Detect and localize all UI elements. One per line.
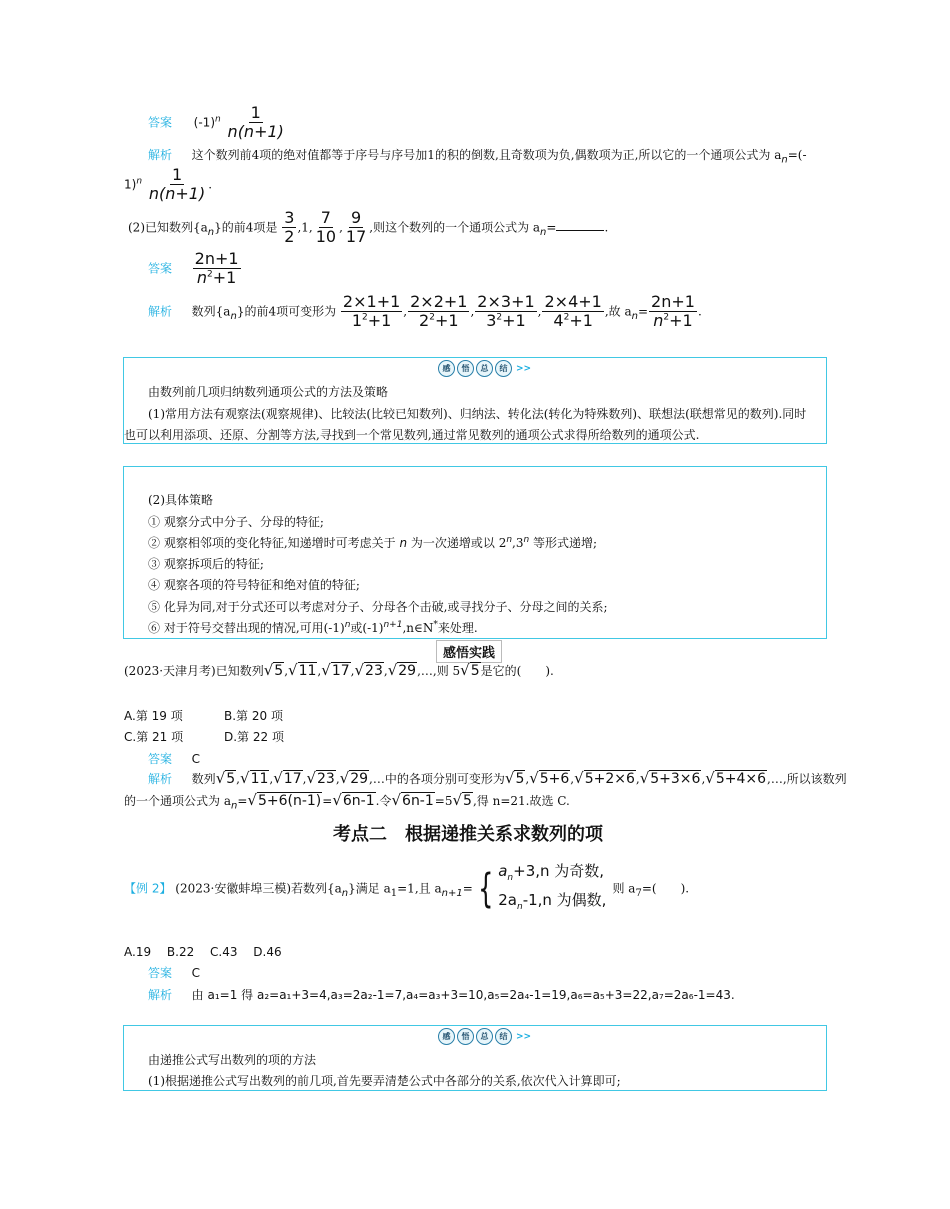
q1-answer-line: 答案 $(-1)^n$ $\frac{1}{n(n+1)}$ [148,103,284,142]
section-heading: 考点二 根据递推关系求数列的项 [333,824,603,845]
q2-stem: (2)已知数列$\{a_n\}$的前4项是 $\frac{3}{2}$ ,1, $\frac{7}{10}$ , $\frac{9}{17}$ ,则这个数列的一个通项公式为 $a_n=$ . [128,208,609,247]
analysis-label: 解析 [148,304,173,319]
radical: √11 [288,661,317,679]
summary-box-2 [123,466,827,639]
piecewise-cases: $a_n+3,n$ 为奇数, $2a_n-1,n$ 为偶数, [498,862,607,912]
summary-paragraph: (1)常用方法有观察法(观察规律)、比较法(比较已知数列)、归纳法、转化法(转化为特殊数列)、联想法(联想常见的数列).同时 [148,407,807,421]
summary-paragraph: (1)根据递推公式写出数列的前几项,首先要弄清楚公式中各部分的关系,依次代入计算即可; [148,1074,621,1088]
analysis-label: 解析 [148,148,173,162]
answer-label: 答案 [148,261,173,276]
summary-box-3 [123,1025,827,1091]
arrow-icon: >> [516,363,532,374]
term-fraction: $\frac{2\times 4+1}{4^2+1}$ [544,292,602,331]
summary-box-1 [123,357,827,444]
q2-answer-line: 答案 $\frac{2n+1}{n^2+1}$ [148,249,239,288]
option-d: D.第 22 项 [224,730,284,744]
arrow-icon: >> [516,1031,532,1042]
term-fraction: $\frac{2\times 2+1}{2^2+1}$ [410,292,468,331]
strategy-item: ⑤ 化异为同,对于分式还可以考虑对分子、分母各个击破,或寻找分子、分母之间的关系; [148,600,608,614]
answer-fraction: $\frac{1}{n(n+1)}$ [227,103,284,142]
summary-title: 由数列前几项归纳数列通项公式的方法及策略 [148,385,389,399]
summary-badge: 感 悟 总 结 >> [438,1028,531,1045]
summary-paragraph: 也可以利用添项、还原、分割等方法,寻找到一个常见数列,通过常见数列的通项公式求得所给数列的通项公式. [124,428,700,442]
example-2-stem: 【例 2】 (2023·安徽蚌埠三模)若数列$\{a_n\}$满足 $a_1=1$,且 $a_{n+1}=$ { $a_n+3,n$ 为奇数, $2a_n-1,n$ 为偶数, 则 $a_7=$( ). [124,860,689,918]
strategy-item: ② 观察相邻项的变化特征,知递增时可考虑关于 n 为一次递增或以 2$^n$,3$^n$ 等形式递增; [148,535,598,550]
term-fraction: $\frac{2\times 3+1}{3^2+1}$ [477,292,535,331]
example-tag: 【例 2】 [124,881,172,896]
q1-analysis-cont: 1)$^n$ $\frac{1}{n(n+1)}$ . [124,165,213,204]
summary-title: 由递推公式写出数列的项的方法 [148,1053,317,1067]
radical: √5 [263,661,284,679]
example-2-analysis: 解析 由 a₁=1 得 a₂=a₁+3=4,a₃=2a₂-1=7,a₄=a₃+3=10,a₅=2a₄-1=19,a₆=a₅+3=22,a₇=2a₆-1=43. [148,988,735,1002]
answer-label: 答案 [148,115,173,130]
term-fraction: $\frac{2\times 1+1}{1^2+1}$ [342,292,401,331]
practice-answer: 答案 C [148,752,201,766]
radical: √23 [354,661,383,679]
option-b: B.第 20 项 [224,709,283,723]
option-a: A.第 19 项 [124,709,183,723]
left-brace: { [477,866,494,912]
example-2-options: A.19 B.22 C.43 D.46 [124,945,282,959]
q2-analysis-line: 解析 数列$\{a_n\}$的前4项可变形为 $\frac{2\times 1+1}{1^2+1}$ , $\frac{2\times 2+1}{2^2+1}$ , $\frac{2\times 3+1}{3^2+1}$ , $\frac{2\times 4+1}{4^2+1}$ ,故 $a_n=$ $\frac{2n+1}{n^2+1}$ . [148,292,702,331]
answer-blank [556,218,604,231]
practice-analysis-cont: 的一个通项公式为 $a_n=√5+6(n-1)=√6n-1$.令√6n-1=5√5,得 n=21.故选 C. [124,791,570,812]
radical: √29 [387,661,417,679]
example-2-answer: 答案 C [148,966,201,980]
summary-badge: 感 悟 总 结 >> [438,360,531,377]
strategy-item: ③ 观察拆项后的特征; [148,557,264,571]
practice-stem: (2023·天津月考)已知数列√5,√11,√17,√23,√29,…,则 5√5是它的( ). [124,661,554,679]
radical: √17 [321,661,350,679]
strategy-item: ④ 观察各项的符号特征和绝对值的特征; [148,578,360,592]
q1-analysis-line: 解析 这个数列前4项的绝对值都等于序号与序号加1的积的倒数,且奇数项为负,偶数项为正,所以它的一个通项公式为 $a_n=(-$ [148,148,807,166]
option-c: C.第 21 项 [124,730,184,744]
strategy-item: ① 观察分式中分子、分母的特征; [148,515,324,529]
strategy-item: ⑥ 对于符号交替出现的情况,可用$(-1)^n$或$(-1)^{n+1},n\in N^*$来处理. [148,620,478,635]
strategy-title: (2)具体策略 [148,493,213,507]
practice-analysis: 解析 数列√5,√11,√17,√23,√29,…中的各项分别可变形为√5,√5+6,√5+2×6,√5+3×6,√5+4×6,…,所以该数列 [148,769,847,787]
practice-title: 感悟实践 [436,640,502,663]
